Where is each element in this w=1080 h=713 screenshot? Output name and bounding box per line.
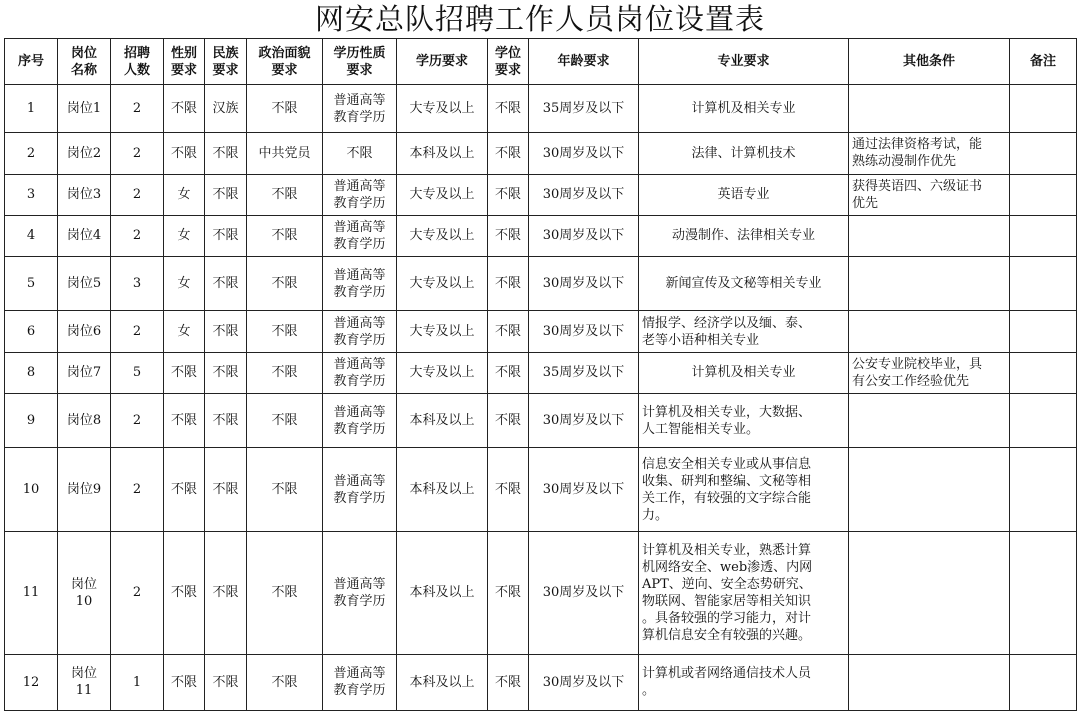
cell-major-line: 计算机及相关专业 — [691, 101, 796, 117]
cell-count: 2 — [111, 133, 164, 174]
cell-political: 不限 — [247, 174, 323, 215]
cell-edu-type-line: 普通高等 — [333, 267, 386, 283]
cell-age: 30周岁及以下 — [529, 531, 639, 654]
cell-major — [639, 352, 849, 393]
cell-degree: 不限 — [488, 311, 529, 352]
cell-edu-req: 本科及以上 — [397, 531, 488, 654]
cell-edu-type — [323, 311, 397, 352]
cell-post-line: 10 — [75, 593, 93, 609]
cell-ethnic: 不限 — [205, 133, 247, 174]
cell-ethnic: 不限 — [205, 257, 247, 311]
cell-edu-type — [323, 654, 397, 710]
cell-degree: 不限 — [488, 393, 529, 447]
cell-age: 35周岁及以下 — [529, 85, 639, 133]
cell-age: 30周岁及以下 — [529, 393, 639, 447]
cell-edu-type — [323, 174, 397, 215]
header-edu-type — [323, 39, 397, 85]
page-title: 网安总队招聘工作人员岗位设置表 — [314, 2, 765, 36]
cell-post — [58, 85, 111, 133]
cell-age: 30周岁及以下 — [529, 448, 639, 532]
cell-other — [849, 352, 1010, 393]
cell-ethnic: 不限 — [205, 352, 247, 393]
cell-edu-type-line: 教育学历 — [333, 109, 386, 125]
cell-count: 1 — [111, 654, 164, 710]
cell-count: 2 — [111, 174, 164, 215]
cell-ethnic: 汉族 — [205, 85, 247, 133]
cell-major — [639, 448, 849, 532]
cell-major-line: 计算机及相关专业 — [691, 365, 796, 381]
cell-age: 35周岁及以下 — [529, 352, 639, 393]
cell-edu-type-line: 教育学历 — [333, 683, 386, 699]
cell-major-line: 。具备较强的学习能力，对计 — [642, 610, 812, 626]
cell-seq: 1 — [5, 85, 58, 133]
cell-edu-type-line: 教育学历 — [333, 332, 386, 348]
cell-major-line: 关工作，有较强的文字综合能 — [642, 490, 812, 506]
cell-major-line: 新闻宣传及文秘等相关专业 — [665, 276, 822, 292]
cell-major-line: 。 — [642, 683, 656, 699]
cell-other — [849, 448, 1010, 532]
table-row — [5, 133, 1077, 174]
header-post — [58, 39, 111, 85]
cell-remark — [1010, 174, 1077, 215]
header-seq: 序号 — [5, 39, 58, 85]
header-political — [247, 39, 323, 85]
cell-major-line: 情报学、经济学以及缅、泰、 — [642, 315, 812, 331]
cell-age: 30周岁及以下 — [529, 174, 639, 215]
cell-gender: 不限 — [164, 133, 205, 174]
cell-major — [639, 654, 849, 710]
cell-count: 2 — [111, 85, 164, 133]
cell-degree: 不限 — [488, 85, 529, 133]
table-row — [5, 448, 1077, 532]
cell-edu-type-line: 教育学历 — [333, 421, 386, 437]
cell-major — [639, 257, 849, 311]
cell-remark — [1010, 257, 1077, 311]
cell-post — [58, 352, 111, 393]
cell-post — [58, 133, 111, 174]
cell-ethnic: 不限 — [205, 393, 247, 447]
header-other: 其他条件 — [849, 39, 1010, 85]
cell-major-line: 法律、计算机技术 — [691, 145, 796, 161]
cell-gender: 女 — [164, 174, 205, 215]
table-row — [5, 531, 1077, 654]
cell-political: 不限 — [247, 393, 323, 447]
cell-edu-type — [323, 352, 397, 393]
cell-edu-type-line: 不限 — [346, 145, 373, 161]
cell-political: 不限 — [247, 311, 323, 352]
cell-post — [58, 531, 111, 654]
cell-major-line: 物联网、智能家居等相关知识 — [642, 593, 812, 609]
cell-edu-type-line: 普通高等 — [333, 404, 386, 420]
cell-seq: 11 — [5, 531, 58, 654]
cell-ethnic: 不限 — [205, 215, 247, 256]
cell-gender: 不限 — [164, 654, 205, 710]
cell-edu-type — [323, 133, 397, 174]
cell-major — [639, 215, 849, 256]
cell-post — [58, 393, 111, 447]
cell-edu-type-line: 普通高等 — [333, 178, 386, 194]
cell-major-line: 信息安全相关专业或从事信息 — [642, 456, 812, 472]
cell-edu-type-line: 普通高等 — [333, 356, 386, 372]
cell-political: 不限 — [247, 531, 323, 654]
cell-seq: 8 — [5, 352, 58, 393]
cell-political: 不限 — [247, 352, 323, 393]
cell-ethnic: 不限 — [205, 311, 247, 352]
cell-political: 不限 — [247, 654, 323, 710]
cell-ethnic: 不限 — [205, 531, 247, 654]
cell-edu-type-line: 教育学历 — [333, 195, 386, 211]
cell-other — [849, 654, 1010, 710]
cell-edu-type-line: 教育学历 — [333, 284, 386, 300]
cell-seq: 4 — [5, 215, 58, 256]
cell-count: 2 — [111, 215, 164, 256]
cell-remark — [1010, 215, 1077, 256]
cell-other — [849, 85, 1010, 133]
cell-major-line: APT、逆向、安全态势研究、 — [642, 576, 812, 592]
cell-gender: 不限 — [164, 393, 205, 447]
cell-gender: 不限 — [164, 531, 205, 654]
cell-gender: 女 — [164, 257, 205, 311]
cell-edu-type-line: 普通高等 — [333, 576, 386, 592]
header-age: 年龄要求 — [529, 39, 639, 85]
cell-major — [639, 311, 849, 352]
cell-other-line: 公安专业院校毕业，具 — [852, 356, 983, 372]
cell-seq: 12 — [5, 654, 58, 710]
header-remark: 备注 — [1010, 39, 1077, 85]
cell-edu-type — [323, 215, 397, 256]
cell-post-line: 岗位2 — [66, 145, 102, 161]
cell-edu-req: 大专及以上 — [397, 257, 488, 311]
cell-other-line: 优先 — [852, 195, 879, 211]
cell-edu-req: 本科及以上 — [397, 448, 488, 532]
cell-remark — [1010, 85, 1077, 133]
cell-degree: 不限 — [488, 257, 529, 311]
cell-major-line: 算机信息安全有较强的兴趣。 — [642, 627, 812, 643]
header-political-line: 要求 — [271, 62, 298, 78]
cell-post-line: 岗位1 — [66, 101, 102, 117]
table-row — [5, 352, 1077, 393]
cell-ethnic: 不限 — [205, 448, 247, 532]
cell-political: 中共党员 — [247, 133, 323, 174]
header-row — [5, 39, 1077, 85]
cell-other — [849, 311, 1010, 352]
header-post-line: 名称 — [70, 62, 97, 78]
cell-other — [849, 531, 1010, 654]
cell-major-line: 机网络安全、web渗透、内网 — [642, 559, 813, 575]
cell-political: 不限 — [247, 257, 323, 311]
cell-edu-type-line: 普通高等 — [333, 92, 386, 108]
cell-age: 30周岁及以下 — [529, 215, 639, 256]
positions-table — [4, 38, 1077, 711]
cell-seq: 2 — [5, 133, 58, 174]
cell-edu-req: 大专及以上 — [397, 85, 488, 133]
table-body — [5, 85, 1077, 711]
cell-edu-req: 大专及以上 — [397, 352, 488, 393]
cell-post-line: 11 — [75, 683, 93, 699]
cell-remark — [1010, 311, 1077, 352]
cell-political: 不限 — [247, 448, 323, 532]
cell-degree: 不限 — [488, 215, 529, 256]
header-edu-type-line: 学历性质 — [333, 45, 386, 61]
cell-edu-req: 本科及以上 — [397, 654, 488, 710]
cell-other — [849, 215, 1010, 256]
cell-gender: 不限 — [164, 448, 205, 532]
header-post-line: 岗位 — [70, 45, 97, 61]
cell-post — [58, 215, 111, 256]
header-degree — [488, 39, 529, 85]
cell-remark — [1010, 133, 1077, 174]
cell-ethnic: 不限 — [205, 174, 247, 215]
cell-post-line: 岗位7 — [66, 365, 102, 381]
header-gender — [164, 39, 205, 85]
header-ethnic-line: 民族 — [212, 45, 239, 61]
cell-major-line: 力。 — [642, 507, 669, 523]
cell-remark — [1010, 352, 1077, 393]
cell-seq: 5 — [5, 257, 58, 311]
cell-major — [639, 174, 849, 215]
cell-degree: 不限 — [488, 448, 529, 532]
cell-major-line: 人工智能相关专业。 — [642, 421, 760, 437]
cell-count: 2 — [111, 311, 164, 352]
cell-seq: 6 — [5, 311, 58, 352]
header-gender-line: 要求 — [170, 62, 197, 78]
header-political-line: 政治面貌 — [258, 45, 311, 61]
cell-other-line: 有公安工作经验优先 — [852, 373, 970, 389]
header-count-line: 人数 — [123, 62, 150, 78]
cell-count: 3 — [111, 257, 164, 311]
header-edu-type-line: 要求 — [346, 62, 373, 78]
cell-major-line: 英语专业 — [717, 187, 770, 203]
cell-major-line: 动漫制作、法律相关专业 — [671, 228, 815, 244]
cell-edu-type-line: 教育学历 — [333, 236, 386, 252]
cell-post-line: 岗位9 — [66, 482, 102, 497]
cell-post — [58, 174, 111, 215]
table-row — [5, 393, 1077, 447]
cell-post-line: 岗位3 — [66, 187, 102, 203]
cell-major — [639, 531, 849, 654]
cell-edu-type-line: 教育学历 — [333, 593, 386, 609]
cell-edu-type-line: 普通高等 — [333, 315, 386, 331]
cell-post-line: 岗位8 — [66, 413, 102, 429]
cell-other — [849, 133, 1010, 174]
cell-degree: 不限 — [488, 174, 529, 215]
cell-edu-type — [323, 257, 397, 311]
cell-remark — [1010, 654, 1077, 710]
cell-edu-req: 大专及以上 — [397, 174, 488, 215]
cell-major-line: 老等小语种相关专业 — [642, 332, 760, 348]
cell-age: 30周岁及以下 — [529, 133, 639, 174]
cell-edu-type-line: 教育学历 — [333, 373, 386, 389]
cell-major-line: 计算机或者网络通信技术人员 — [642, 666, 812, 682]
table-row — [5, 654, 1077, 710]
cell-remark — [1010, 531, 1077, 654]
header-ethnic — [205, 39, 247, 85]
cell-gender: 不限 — [164, 85, 205, 133]
cell-other — [849, 174, 1010, 215]
header-degree-line: 要求 — [494, 62, 521, 78]
cell-edu-req: 本科及以上 — [397, 133, 488, 174]
cell-major — [639, 133, 849, 174]
cell-seq: 3 — [5, 174, 58, 215]
header-major: 专业要求 — [639, 39, 849, 85]
cell-other-line: 通过法律资格考试，能 — [852, 137, 983, 153]
cell-count: 5 — [111, 352, 164, 393]
cell-post — [58, 257, 111, 311]
cell-post-line: 岗位 — [70, 666, 97, 682]
cell-seq: 10 — [5, 448, 58, 532]
cell-major — [639, 85, 849, 133]
cell-edu-type — [323, 85, 397, 133]
table-row — [5, 85, 1077, 133]
cell-post-line: 岗位6 — [66, 324, 102, 340]
cell-edu-type-line: 普通高等 — [333, 219, 386, 235]
header-ethnic-line: 要求 — [212, 62, 239, 78]
header-count-line: 招聘 — [123, 45, 150, 61]
cell-degree: 不限 — [488, 654, 529, 710]
cell-remark — [1010, 448, 1077, 532]
cell-post — [58, 654, 111, 710]
cell-ethnic: 不限 — [205, 654, 247, 710]
cell-other — [849, 257, 1010, 311]
cell-edu-req: 大专及以上 — [397, 311, 488, 352]
cell-edu-type-line: 普通高等 — [333, 666, 386, 682]
cell-post-line: 岗位 — [70, 576, 97, 592]
cell-seq: 9 — [5, 393, 58, 447]
cell-remark — [1010, 393, 1077, 447]
cell-other-line: 熟练动漫制作优先 — [852, 154, 957, 170]
cell-edu-req: 本科及以上 — [397, 393, 488, 447]
cell-degree: 不限 — [488, 133, 529, 174]
cell-major-line: 计算机及相关专业，熟悉计算 — [642, 542, 812, 558]
header-edu-req: 学历要求 — [397, 39, 488, 85]
cell-major-line: 计算机及相关专业，大数据、 — [642, 404, 812, 420]
cell-gender: 不限 — [164, 352, 205, 393]
cell-degree: 不限 — [488, 531, 529, 654]
cell-edu-type — [323, 531, 397, 654]
cell-edu-req: 大专及以上 — [397, 215, 488, 256]
cell-degree: 不限 — [488, 352, 529, 393]
table-row — [5, 174, 1077, 215]
cell-edu-type-line: 教育学历 — [333, 490, 386, 506]
cell-edu-type — [323, 448, 397, 532]
cell-other — [849, 393, 1010, 447]
cell-edu-type-line: 普通高等 — [333, 473, 386, 489]
cell-major-line: 收集、研判和整编、文秘等相 — [642, 473, 812, 489]
cell-count: 2 — [111, 531, 164, 654]
cell-post — [58, 311, 111, 352]
cell-age: 30周岁及以下 — [529, 311, 639, 352]
cell-other-line: 获得英语四、六级证书 — [852, 178, 983, 194]
cell-political: 不限 — [247, 85, 323, 133]
header-count — [111, 39, 164, 85]
cell-edu-type — [323, 393, 397, 447]
cell-gender: 女 — [164, 311, 205, 352]
cell-political: 不限 — [247, 215, 323, 256]
cell-gender: 女 — [164, 215, 205, 256]
cell-post-line: 岗位4 — [66, 228, 102, 244]
cell-post — [58, 448, 111, 532]
header-gender-line: 性别 — [170, 45, 197, 61]
cell-age: 30周岁及以下 — [529, 654, 639, 710]
table-row — [5, 215, 1077, 256]
table-row — [5, 311, 1077, 352]
table-row — [5, 257, 1077, 311]
cell-age: 30周岁及以下 — [529, 257, 639, 311]
cell-major — [639, 393, 849, 447]
cell-post-line: 岗位5 — [66, 276, 102, 292]
cell-count: 2 — [111, 448, 164, 532]
cell-count: 2 — [111, 393, 164, 447]
header-degree-line: 学位 — [494, 45, 521, 61]
